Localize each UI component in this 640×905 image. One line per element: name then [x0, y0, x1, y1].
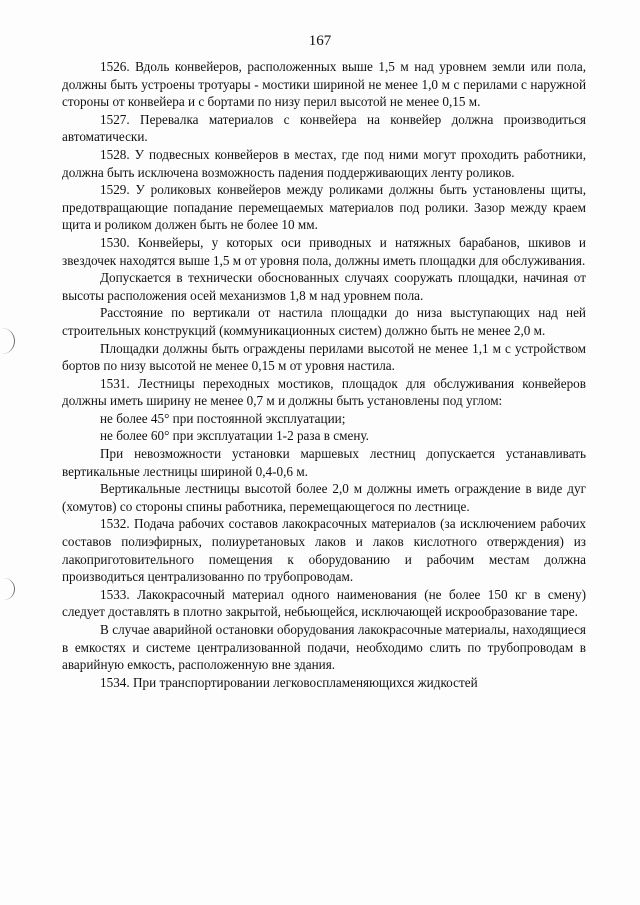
paragraph-1534: 1534. При транспортировании легковоспламеняющихся жидкостей	[100, 674, 478, 690]
paragraph-1530-clearance: Расстояние по вертикали от настила площадки до низа выступающих над ней строительных конструкций (коммуникационных систем) должно быть не менее 2,0 м.	[62, 305, 586, 338]
paragraph-1530: 1530. Конвейеры, у которых оси приводных и натяжных барабанов, шкивов и звездочек находятся выше 1,5 м от уровня пола, должны иметь площадки для обслуживания.	[62, 234, 586, 268]
paragraph-1530-railings: Площадки должны быть ограждены перилами высотой не менее 1,1 м с устройством бортов по низу высотой не менее 0,15 м от уровня настила.	[62, 340, 586, 374]
paragraph-1527: 1527. Перевалка материалов с конвейера на конвейер должна производиться автоматически.	[62, 111, 586, 145]
paragraph-1530-allowance: Допускается в технически обоснованных случаях сооружать площадки, начиная от высоты расположения осей механизмов 1,8 м над уровнем пола.	[62, 270, 586, 303]
paragraph-1533: 1533. Лакокрасочный материал одного наименования (не более 150 кг в смену) следует доставлять в плотно закрытой, небьющейся, исключающей искрообразование таре.	[62, 586, 586, 620]
list-item-angle-45: не более 45° при постоянной эксплуатации;	[100, 410, 346, 426]
paragraph-1532: 1532. Подача рабочих составов лакокрасочных материалов (за исключением рабочих составов полиэфирных, полиуретановых лаков и лаков кислотного отверждения) из лакоприготовительного помещения к оборудованию и рабочим местам должна производиться централизованно по трубопроводам.	[62, 516, 586, 585]
paragraph-1526: 1526. Вдоль конвейеров, расположенных выше 1,5 м над уровнем земли или пола, должны быть устроены тротуары - мостики шириной не менее 1,0 м с перилами с наружной стороны от конвейера и с бортами по низу перил высотой не менее 0,15 м.	[62, 59, 586, 110]
paragraph-1529: 1529. У роликовых конвейеров между роликами должны быть установлены щиты, предотвращающие попадание перемещаемых материалов под ролики. Зазор между краем щита и роликом должен быть не более 10 мм.	[62, 182, 586, 233]
page-number: 167	[308, 33, 332, 49]
margin-scan-mark	[0, 578, 15, 600]
paragraph-1531-guard: Вертикальные лестницы высотой более 2,0 м должны иметь ограждение в виде дуг (хомутов) со стороны спины работника, перемещающегося по лестнице.	[62, 481, 586, 514]
paragraph-1531-vertical: При невозможности установки маршевых лестниц допускается устанавливать вертикальные лестницы шириной 0,4-0,6 м.	[62, 446, 586, 479]
paragraph-1531: 1531. Лестницы переходных мостиков, площадок для обслуживания конвейеров должны иметь ширину не менее 0,7 м и должны быть установлены под углом:	[62, 375, 586, 409]
document-body	[62, 58, 586, 691]
paragraph-1533-emergency: В случае аварийной остановки оборудования лакокрасочные материалы, находящиеся в емкостях и системе централизованной подачи, необходимо слить по трубопроводам в аварийную емкость, расположенную вне здания.	[62, 622, 586, 673]
paragraph-1528: 1528. У подвесных конвейеров в местах, где под ними могут проходить работники, должна быть исключена возможность падения поддерживающих ленту роликов.	[62, 146, 586, 180]
list-item-angle-60: не более 60° при эксплуатации 1-2 раза в смену.	[100, 428, 369, 444]
margin-scan-mark	[0, 328, 15, 354]
